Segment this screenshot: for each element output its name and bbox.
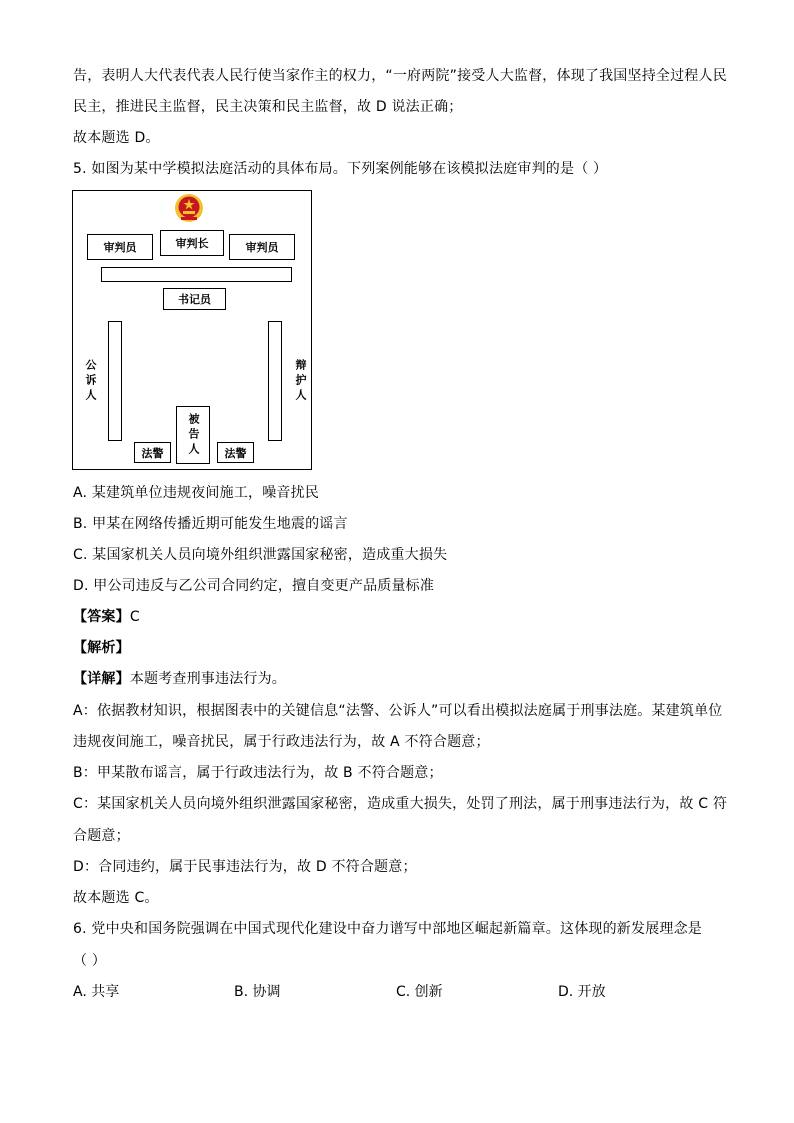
analysis-d-line: D：合同违约，属于民事违法行为，故 D 不符合题意； bbox=[73, 859, 417, 875]
analysis-label: 【解析】 bbox=[73, 640, 130, 656]
bailiff-right-box bbox=[217, 442, 254, 463]
question-5-stem: 5. 如图为某中学模拟法庭活动的具体布局。下列案例能够在该模拟法庭审判的是（ ） bbox=[73, 161, 608, 177]
detail-label: 【详解】 bbox=[73, 671, 130, 687]
bailiff-right-label: 法警 bbox=[224, 446, 247, 460]
judge-right-label: 审判员 bbox=[245, 241, 279, 254]
judge-right-box bbox=[229, 234, 295, 260]
analysis-a-line-2: 违规夜间施工，噪音扰民，属于行政违法行为，故 A 不符合题意； bbox=[73, 734, 490, 750]
defendant-box bbox=[176, 406, 210, 464]
answer-value: C bbox=[129, 609, 140, 625]
analysis-c-line-2: 合题意； bbox=[73, 828, 130, 844]
question-5-option-a: A. 某建筑单位违规夜间施工，噪音扰民 bbox=[73, 485, 320, 501]
question-5-option-c: C. 某国家机关人员向境外组织泄露国家秘密，造成重大损失 bbox=[73, 547, 448, 563]
analysis-b-line: B：甲某散布谣言，属于行政违法行为，故 B 不符合题意； bbox=[73, 765, 443, 781]
clerk-label: 书记员 bbox=[178, 293, 211, 306]
question-6-stem-line-1: 6. 党中央和国务院强调在中国式现代化建设中奋力谱写中部地区崛起新篇章。这体现的新发展理念是 bbox=[73, 921, 703, 937]
question-6-stem-line-2: （ ） bbox=[73, 953, 107, 969]
bailiff-left-box bbox=[134, 442, 171, 463]
judge-left-box bbox=[87, 234, 153, 260]
judge-left-label: 审判员 bbox=[103, 241, 137, 254]
mock-court-diagram bbox=[72, 190, 312, 470]
clerk-box bbox=[163, 288, 226, 310]
question-6-option-a: A. 共享 bbox=[73, 984, 120, 1000]
detail-text: 本题考查刑事违法行为。 bbox=[129, 671, 287, 687]
analysis-c-line-1: C：某国家机关人员向境外组织泄露国家秘密，造成重大损失，处罚了刑法，属于刑事违法行为，故 C 符 bbox=[73, 796, 728, 812]
intro-line-1: 告，表明人大代表代表人民行使当家作主的权力，“一府两院”接受人大监督，体现了我国坚持全过程人民 bbox=[73, 68, 727, 84]
question-5-option-b: B. 甲某在网络传播近期可能发生地震的谣言 bbox=[73, 516, 348, 532]
answer-label: 【答案】 bbox=[73, 609, 130, 625]
question-5-option-d: D. 甲公司违反与乙公司合同约定，擅自变更产品质量标准 bbox=[73, 578, 435, 594]
prosecutor-table bbox=[108, 321, 122, 441]
defender-table bbox=[268, 321, 282, 441]
question-6-option-d: D. 开放 bbox=[558, 984, 606, 1000]
intro-line-3: 故本题选 D。 bbox=[73, 130, 160, 146]
defender-label: 辩护人 bbox=[294, 359, 307, 404]
analysis-a-line-1: A：依据教材知识，根据图表中的关键信息“法警、公诉人”可以看出模拟法庭属于刑事法庭。某建筑单位 bbox=[73, 703, 723, 719]
national-emblem-icon bbox=[174, 193, 204, 223]
bench-table bbox=[101, 267, 292, 282]
answer-line bbox=[73, 608, 140, 626]
chief-judge-label: 审判长 bbox=[175, 237, 209, 250]
bailiff-left-label: 法警 bbox=[141, 446, 164, 460]
question-6-option-c: C. 创新 bbox=[396, 984, 443, 1000]
prosecutor-label: 公诉人 bbox=[84, 359, 97, 404]
intro-line-2: 民主，推进民主监督，民主决策和民主监督，故 D 说法正确； bbox=[73, 99, 463, 115]
question-6-option-b: B. 协调 bbox=[234, 984, 281, 1000]
detail-line bbox=[73, 670, 286, 688]
question-5-conclusion: 故本题选 C。 bbox=[73, 890, 159, 906]
defendant-label: 被告人 bbox=[187, 412, 200, 458]
chief-judge-box bbox=[160, 230, 224, 256]
